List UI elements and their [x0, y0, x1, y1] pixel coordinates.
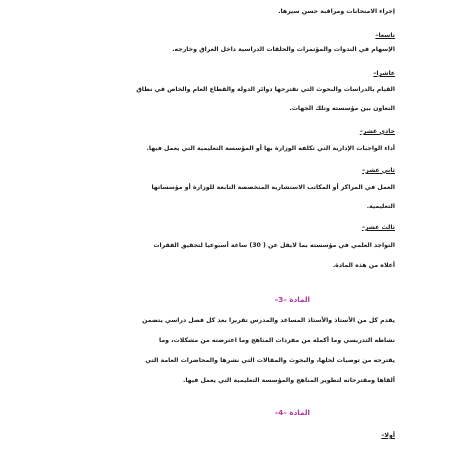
heading-ninth: تاسعا– [375, 32, 395, 39]
text-line-seminars: الإسهام في الندوات والمؤتمرات والحلقات الدراسية داخل العراق وخارجه. [172, 46, 395, 53]
text-line-presence-1: التواجد العلمي في مؤسسته بما لايقل عن ( 30) ساعة أسبوعيا لتحقيق الفقرات [153, 242, 395, 249]
text-line-report-3: يقترحه من توصيات لحلها، والبحوث والمقالات التي نشرها والمحاضرات العامة التي [145, 357, 395, 364]
text-line-admin-duties: أداء الواجبات الإدارية التي تكلفه الوزارة بها أو المؤسسة التعليمية التي يعمل فيها. [146, 145, 395, 152]
text-line-consulting-2: التعليمية. [366, 203, 395, 210]
heading-thirteenth: ثالث عشر– [361, 224, 395, 231]
text-line-report-4: ألقاها ومقترحاته لتطوير المناهج والمؤسسة التعليمية التي يعمل فيها. [183, 377, 395, 384]
text-line-report-1: يقدم كل من الأستاذ والأستاذ المساعد والمدرس تقريرا بعد كل فصل دراسي يتضمن [142, 317, 395, 324]
text-line-presence-2: أعلاه من هذه المادة. [332, 262, 395, 269]
text-line-exams: إجراء الامتحانات ومراقبة حسن سيرها. [278, 8, 395, 15]
text-line-research-1: القيام بالدراسات والبحوث التي تقترحها دوائر الدولة والقطاع العام والخاص في نطاق [136, 86, 395, 93]
text-line-report-2: نشاطه التدريسي وما أكمله من مفردات المناهج وما اعترضته من مشكلات، وما [159, 337, 395, 344]
heading-eleventh: حادي عشر– [359, 128, 395, 135]
article-3-heading: المادة –3– [274, 295, 310, 304]
text-line-consulting-1: العمل في المراكز أو المكاتب الاستشارية المتخصصة التابعة للوزارة أو مؤسساتها [151, 184, 395, 191]
heading-tenth: عاشرا– [373, 70, 395, 77]
heading-first: أولا– [381, 432, 395, 439]
heading-twelfth: ثاني عشر– [362, 167, 395, 174]
article-4-heading: المادة –4– [274, 408, 310, 417]
text-line-research-2: التعاون بين مؤسسته وتلك الجهات. [289, 105, 395, 112]
